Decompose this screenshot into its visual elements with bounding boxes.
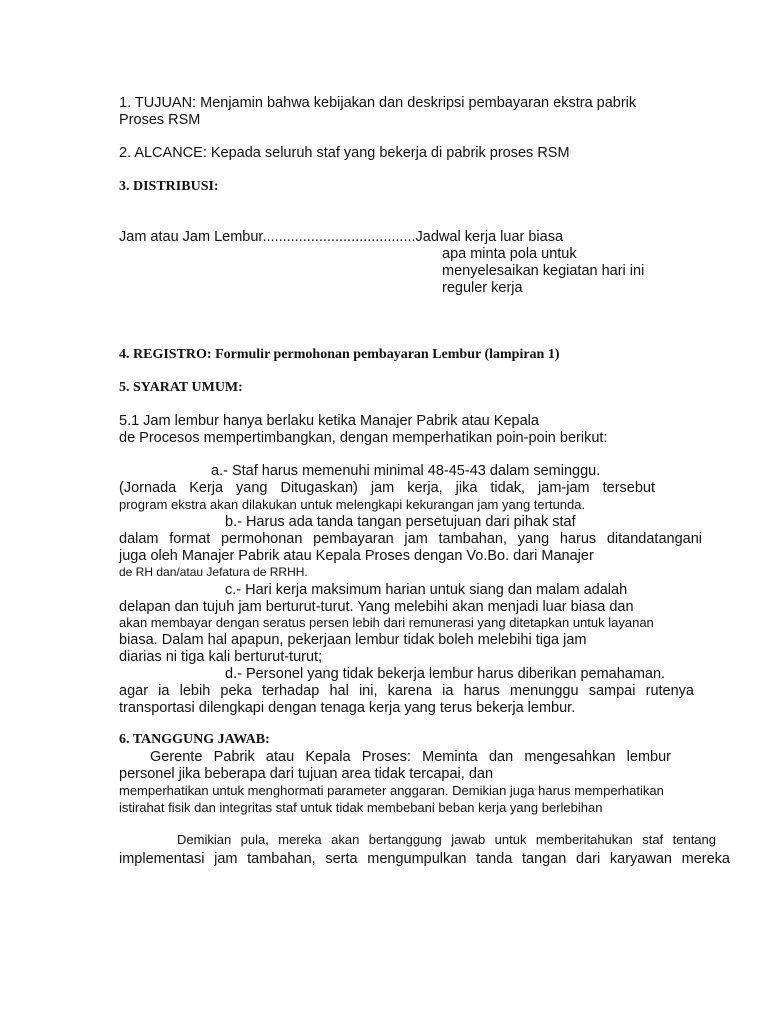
point-c-line-4: biasa. Dalam hal apapun, pekerjaan lembur tidak boleh melebihi tiga jam <box>119 632 587 648</box>
point-a-line-3: program ekstra akan dilakukan untuk melengkapi kekurangan jam yang tertunda. <box>119 497 586 512</box>
section-5-intro-line-1: 5.1 Jam lembur hanya berlaku ketika Manajer Pabrik atau Kepala <box>119 413 539 429</box>
distribution-term: Jam atau Jam Lembur......................................Jadwal kerja luar biasa <box>119 229 564 245</box>
point-b-line-4: de RH dan/atau Jefatura de RRHH. <box>119 565 308 579</box>
distribution-definition-line-2: menyelesaikan kegiatan hari ini <box>442 263 645 279</box>
responsibility-line-6: implementasi jam tambahan, serta mengumpulkan tanda tangan dari karyawan mereka <box>119 851 730 867</box>
point-c-line-5: diarias ni tiga kali berturut-turut; <box>119 649 323 665</box>
section-3-heading: 3. DISTRIBUSI: <box>119 179 219 194</box>
responsibility-line-3: memperhatikan untuk menghormati parameter anggaran. Demikian juga harus memperhatikan <box>119 783 664 798</box>
point-b-line-1: b.- Harus ada tanda tangan persetujuan dari pihak staf <box>225 514 576 530</box>
section-1-line-1: 1. TUJUAN: Menjamin bahwa kebijakan dan deskripsi pembayaran ekstra pabrik <box>119 95 637 111</box>
point-d-line-2: agar ia lebih peka terhadap hal ini, karena ia harus menunggu sampai rutenya <box>119 683 694 699</box>
point-a-line-1: a.- Staf harus memenuhi minimal 48-45-43 dalam seminggu. <box>211 463 601 479</box>
section-5-intro-line-2: de Procesos mempertimbangkan, dengan memperhatikan poin-poin berikut: <box>119 430 608 446</box>
responsibility-line-4: istirahat fisik dan integritas staf untuk tidak membebani beban kerja yang berlebihan <box>119 800 603 815</box>
point-d-line-1: d.- Personel yang tidak bekerja lembur harus diberikan pemahaman. <box>225 666 666 682</box>
point-c-line-3: akan membayar dengan seratus persen lebih dari remunerasi yang ditetapkan untuk layanan <box>119 615 654 630</box>
distribution-definition-line-3: reguler kerja <box>442 280 523 296</box>
responsibility-line-2: personel jika beberapa dari tujuan area tidak tercapai, dan <box>119 766 494 782</box>
point-c-line-2: delapan dan tujuh jam berturut-turut. Yang melebihi akan menjadi luar biasa dan <box>119 599 634 615</box>
section-6-heading: 6. TANGGUNG JAWAB: <box>119 732 270 747</box>
point-a-line-2: (Jornada Kerja yang Ditugaskan) jam kerja, jika tidak, jam-jam tersebut <box>119 480 655 496</box>
distribution-definition-line-1: apa minta pola untuk <box>442 246 577 262</box>
point-c-line-1: c.- Hari kerja maksimum harian untuk siang dan malam adalah <box>225 582 628 598</box>
point-d-line-3: transportasi dilengkapi dengan tenaga kerja yang terus bekerja lembur. <box>119 700 576 716</box>
responsibility-line-1: Gerente Pabrik atau Kepala Proses: Meminta dan mengesahkan lembur <box>150 749 671 765</box>
point-b-line-3: juga oleh Manajer Pabrik atau Kepala Proses dengan Vo.Bo. dari Manajer <box>119 548 594 564</box>
point-b-line-2: dalam format permohonan pembayaran jam tambahan, yang harus ditandatangani <box>119 531 702 547</box>
section-2-alcance: 2. ALCANCE: Kepada seluruh staf yang bekerja di pabrik proses RSM <box>119 145 570 161</box>
section-4-registro: 4. REGISTRO: Formulir permohonan pembayaran Lembur (lampiran 1) <box>119 347 560 362</box>
section-5-heading: 5. SYARAT UMUM: <box>119 380 243 395</box>
responsibility-line-5: Demikian pula, mereka akan bertanggung jawab untuk memberitahukan staf tentang <box>177 832 716 847</box>
section-1-line-2: Proses RSM <box>119 112 201 128</box>
